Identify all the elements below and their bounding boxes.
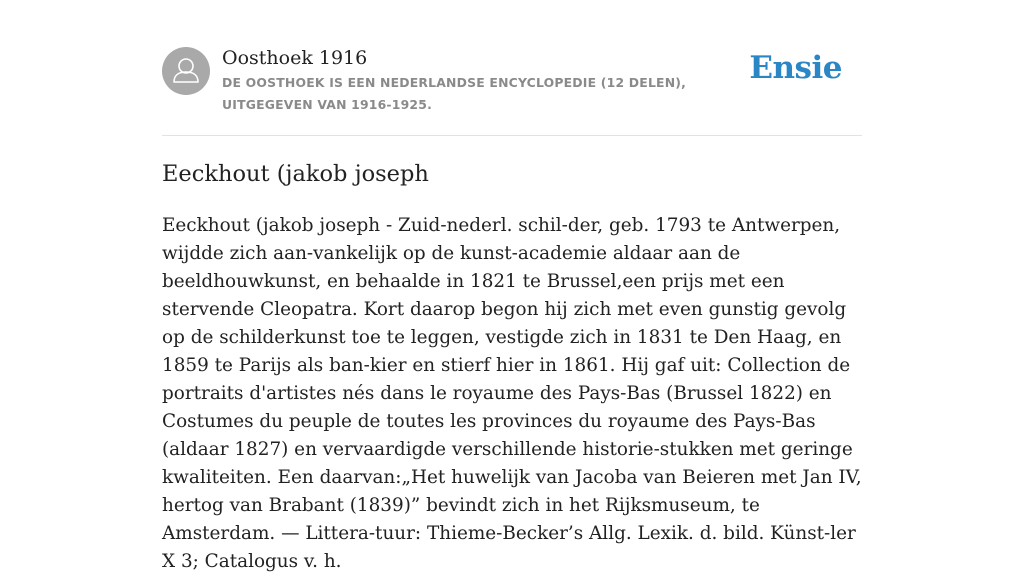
page-container — [162, 0, 862, 572]
source-avatar[interactable] — [162, 47, 210, 95]
ensie-logo[interactable]: Ensie — [749, 50, 842, 86]
source-header — [162, 0, 862, 136]
source-description: DE OOSTHOEK IS EEN NEDERLANDSE ENCYCLOPEDIE (12 DELEN), UITGEGEVEN VAN 1916-1925. — [222, 75, 687, 112]
article-title: Eeckhout (jakob joseph — [162, 161, 429, 187]
source-name[interactable]: Oosthoek 1916 — [222, 47, 368, 69]
user-icon — [162, 47, 210, 95]
article-body: Eeckhout (jakob joseph - Zuid-nederl. schil-der, geb. 1793 te Antwerpen, wijdde zich aan-vankelijk op de kunst-academie aldaar aan de beeldhouwkunst, en behaalde in 1821 te Brussel,een prijs met een stervende Cleopatra. Kort daarop begon hij zich met even gunstig gevolg op de schilderkunst toe te leggen, vestigde zich in 1831 te Den Haag, en 1859 te Parijs als ban-kier en stierf hier in 1861. Hij gaf uit: Collection de portraits d'artistes nés dans le royaume des Pays-Bas (Brussel 1822) en Costumes du peuple de toutes les provinces du royaume des Pays-Bas (aldaar 1827) en vervaardigde verschillende historie-stukken met geringe kwaliteiten. Een daarvan:„Het huwelijk van Jacoba van Beieren met Jan IV, hertog van Brabant (1839)” bevindt zich in het Rijksmuseum, te Amsterdam. — Littera-tuur: Thieme-Becker’s Allg. Lexik. d. bild. Künst-ler X 3; Catalogus v. h. — [162, 215, 862, 572]
